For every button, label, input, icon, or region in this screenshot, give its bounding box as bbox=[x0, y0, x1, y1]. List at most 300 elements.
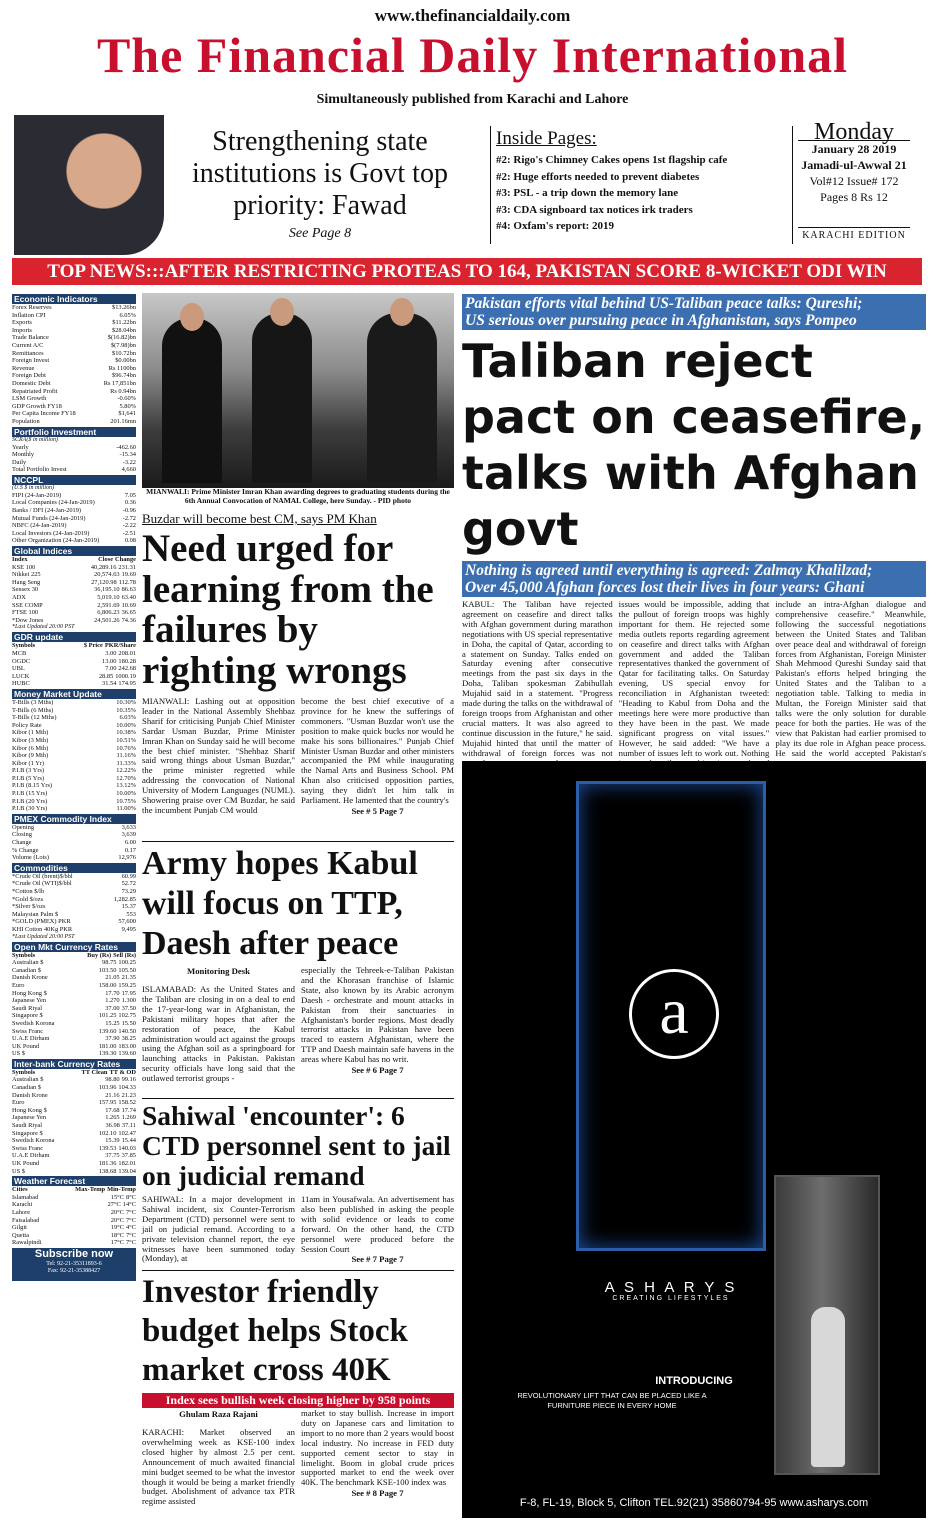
sidebar-cell: 6,806.23 bbox=[97, 609, 120, 617]
sidebar-row bbox=[12, 380, 136, 388]
sidebar-cell: % Change bbox=[12, 846, 39, 854]
sidebar-cell: 17.70 bbox=[105, 989, 120, 997]
subhead-line: US serious over pursuing peace in Afghanistan, says Pompeo bbox=[465, 312, 857, 329]
sidebar-cell: 38.25 bbox=[121, 1035, 136, 1043]
sidebar-cell: 7.00 bbox=[105, 665, 117, 673]
sidebar-cell: 10.69 bbox=[121, 601, 136, 609]
sidebar-row bbox=[12, 594, 136, 602]
story-army-hopes bbox=[142, 844, 454, 1084]
sidebar-cell: Daily bbox=[12, 458, 27, 466]
subhead-line: Over 45,000 Afghan forces lost their lives in four years: Ghani bbox=[465, 579, 865, 596]
sidebar-cell: Karachi bbox=[12, 1201, 33, 1209]
sidebar-row bbox=[12, 451, 136, 459]
sidebar-cell: 17°C bbox=[110, 1239, 124, 1247]
sidebar-row bbox=[12, 752, 136, 760]
sidebar-section-title: Money Market Update bbox=[12, 689, 136, 699]
masthead-title: The Financial Daily International bbox=[96, 27, 849, 83]
top-story-see-page: See Page 8 bbox=[288, 226, 352, 241]
story-sahiwal bbox=[142, 1101, 454, 1264]
sidebar-cell: 3,639 bbox=[121, 831, 136, 839]
sidebar-cell: Saudi Riyal bbox=[12, 1004, 42, 1012]
sidebar-cell: Rs 0.94bn bbox=[110, 387, 136, 395]
sidebar-cell: 86.63 bbox=[121, 586, 136, 594]
sidebar-cell: GDP Growth FY18 bbox=[12, 402, 62, 410]
sidebar-cell: 15.44 bbox=[121, 1137, 136, 1145]
sidebar-section-title: NCCPL bbox=[12, 475, 136, 485]
sidebar-cell: 139.04 bbox=[118, 1167, 136, 1175]
story-body: become the best chief executive of a province for he knew the sufferings of commoners. "Usman Buzdar won't use the position to make quick bucks nor would he make his sons billionaires." Punjab Chief Minister Usman Buzdar and other ministers accompanied the PM while inaugurating the Namal Arts and Business School. PM Khan also criticised opposition parties, saying they didn't let him talk in Parliament. He lamented that the country's bbox=[301, 696, 454, 806]
sidebar-row bbox=[12, 1122, 136, 1130]
sidebar-cell: Danish Krone bbox=[12, 1091, 48, 1099]
sidebar-note: *Last Updated 20:00 PST bbox=[12, 933, 75, 940]
sidebar-cell: 12,976 bbox=[118, 854, 136, 862]
sidebar-cell: 15.37 bbox=[121, 903, 136, 911]
sidebar-cell: 231.31 bbox=[118, 563, 136, 571]
sidebar-cell: Local Companies (24-Jan-2019) bbox=[12, 499, 95, 507]
sidebar-cell: T-Bills (12 Mths) bbox=[12, 714, 57, 722]
sidebar-cell: $(7.98)bn bbox=[110, 341, 136, 349]
sidebar-row bbox=[12, 737, 136, 745]
sidebar-cell: Quetta bbox=[12, 1231, 30, 1239]
ad-introducing: INTRODUCING bbox=[655, 1375, 733, 1387]
story-body: MIANWALI: Lashing out at opposition leader in the National Assembly Shehbaz Sharif for criticising Punjab Chief Minister Sardar Usman Buzdar, Prime Minister Imran Khan on Sunday said he will become the best chief minister. "Shehbaz Sharif said wrong things about Usman Buzdar," the prime minister regretted while addressing the convocation of National University of Modern Languages (NUML). Showering praise over CM Buzdar, he said the incumbent Punjab CM would bbox=[142, 696, 295, 815]
story-body: market to stay bullish. Increase in import duty on Japanese cars and limitation to import to no more than 2 years would boost local industry. No increase in FED duty supported cement sector to stay in limelight. Boom in global crude prices supported market to end the week over 40K. The benchmark KSE-100 index was bbox=[301, 1408, 454, 1488]
sidebar-table-header bbox=[12, 642, 136, 650]
story-body: ISLAMABAD: As the United States and the Taliban are closing in on a deal to end the 17-year-long war in Afghanistan, the Pakistani military hopes that after the restoration of peace, the Kabul administration would act against the groups using the Afghan soil as a springboard for launching attacks in Pakistan. Pakistan security officials have long said that the outlawed terrorist groups - bbox=[142, 984, 295, 1084]
sidebar-cell: 181.36 bbox=[98, 1160, 117, 1167]
inside-item[interactable]: #3: PSL - a trip down the memory lane bbox=[496, 187, 679, 199]
subscribe-tel: Tel: 92-21-35311893-6 bbox=[46, 1260, 102, 1267]
sidebar-cell: Lahore bbox=[12, 1208, 31, 1216]
sidebar-row bbox=[12, 515, 136, 523]
sidebar-cell: 138.68 bbox=[98, 1167, 117, 1175]
sidebar-cell: Canadian $ bbox=[12, 966, 41, 974]
sidebar-header-cell: Max-Temp bbox=[75, 1186, 106, 1194]
sidebar-row bbox=[12, 564, 136, 572]
sidebar-cell: Canadian $ bbox=[12, 1084, 41, 1092]
sidebar-cell: 6.00 bbox=[124, 839, 136, 847]
weekday: Monday bbox=[814, 119, 894, 145]
sidebar-cell: 6.05% bbox=[119, 311, 136, 319]
sidebar-row bbox=[12, 782, 136, 790]
sidebar-row bbox=[12, 1084, 136, 1092]
sidebar-cell: 74.36 bbox=[121, 616, 136, 624]
sidebar-cell: NBFC (24-Jan-2019) bbox=[12, 522, 67, 530]
sidebar-cell: P.I.B (15 Yrs) bbox=[12, 790, 48, 798]
subscribe-title: Subscribe now bbox=[34, 1247, 114, 1260]
sidebar-row bbox=[12, 911, 136, 919]
sidebar-cell: -3.22 bbox=[122, 458, 136, 466]
sidebar-cell: -2.51 bbox=[122, 529, 136, 537]
inside-item[interactable]: #3: CDA signboard tax notices irk traders bbox=[496, 203, 693, 216]
sidebar-row bbox=[12, 760, 136, 768]
sidebar-row bbox=[12, 854, 136, 862]
sidebar-cell: UBL bbox=[12, 665, 25, 673]
sidebar-row bbox=[12, 665, 136, 673]
sidebar-cell: 28.85 bbox=[98, 672, 114, 680]
sidebar-section-title: Commodities bbox=[12, 863, 136, 873]
divider bbox=[490, 126, 491, 244]
sidebar-cell: Gilgit bbox=[12, 1224, 27, 1232]
sidebar-row bbox=[12, 790, 136, 798]
sidebar-row bbox=[12, 824, 136, 832]
story-byline: Ghulam Raza Rajani bbox=[179, 1409, 258, 1419]
sidebar-row bbox=[12, 410, 136, 418]
sidebar-row bbox=[12, 982, 136, 990]
see-page-link[interactable]: See # 5 Page 7 bbox=[351, 805, 404, 816]
sidebar-row bbox=[12, 579, 136, 587]
graduate-figure bbox=[162, 318, 222, 483]
sidebar-cell: Swiss Franc bbox=[12, 1027, 44, 1035]
sidebar-cell: 183.00 bbox=[118, 1042, 136, 1050]
sidebar-row bbox=[12, 319, 136, 327]
sidebar-section-title: PMEX Commodity Index bbox=[12, 814, 136, 824]
sidebar-row bbox=[12, 974, 136, 982]
sidebar-cell: 8°C bbox=[125, 1193, 136, 1201]
sidebar-cell: Remittances bbox=[12, 349, 44, 357]
sidebar-cell: 73.29 bbox=[121, 888, 136, 895]
see-page-link[interactable]: See # 7 Page 7 bbox=[351, 1254, 404, 1265]
sidebar-cell: 52.72 bbox=[121, 880, 136, 888]
sidebar-row bbox=[12, 395, 136, 403]
sidebar-cell: Local Investors (24-Jan-2019) bbox=[12, 529, 90, 537]
sidebar-cell: 105.50 bbox=[118, 966, 136, 974]
sidebar-row bbox=[12, 873, 136, 881]
sidebar-cell: *Dow Jones bbox=[12, 616, 44, 624]
sidebar-cell: FIPI (24-Jan-2019) bbox=[12, 491, 62, 499]
sidebar-header-cell: Symbols bbox=[12, 951, 36, 959]
sidebar-cell: US $ bbox=[12, 1167, 25, 1175]
sidebar-cell: Australian $ bbox=[12, 959, 44, 967]
sidebar-note: *Last Updated 20:00 PST bbox=[12, 624, 75, 631]
sidebar-cell: -462.60 bbox=[116, 443, 136, 451]
sidebar-row bbox=[12, 1152, 136, 1160]
sidebar-cell: $13.26bn bbox=[112, 304, 136, 311]
sidebar-cell: Hong Kong $ bbox=[12, 1106, 47, 1114]
inside-item[interactable]: #2: Huge efforts needed to prevent diabetes bbox=[496, 170, 700, 183]
sidebar-section-title: Global Indices bbox=[12, 546, 136, 556]
sidebar-cell: 13.00 bbox=[102, 657, 117, 665]
inside-item[interactable]: #4: Oxfam's report: 2019 bbox=[496, 220, 615, 232]
sidebar-cell: KSE 100 bbox=[12, 563, 36, 571]
sidebar-note: (U.S $ in million) bbox=[12, 484, 54, 491]
sidebar-cell: 27,120.98 bbox=[91, 578, 117, 586]
sidebar-cell: 17.68 bbox=[105, 1106, 120, 1114]
sidebar-cell: P.I.B (5 Yrs) bbox=[12, 774, 45, 782]
date-block bbox=[798, 119, 910, 205]
story-need-urged bbox=[142, 511, 454, 816]
sidebar-row bbox=[12, 1145, 136, 1153]
sidebar-cell: 1.300 bbox=[121, 997, 136, 1005]
sidebar-cell: *GOLD (PMEX) PKR bbox=[12, 918, 71, 926]
sidebar-cell: 181.00 bbox=[98, 1042, 117, 1050]
sidebar-cell: Repatriated Profit bbox=[12, 387, 58, 395]
sidebar-cell: 140.03 bbox=[118, 1144, 136, 1152]
sidebar-row bbox=[12, 388, 136, 396]
story-subhead-bar: Index sees bullish week closing higher by 958 points bbox=[142, 1393, 454, 1408]
lead-headline[interactable]: Taliban reject pact on ceasefire, talks with Afghan govt bbox=[462, 334, 926, 556]
market-sidebar bbox=[12, 293, 136, 1281]
sidebar-cell: Kibor (1 Yr) bbox=[12, 759, 45, 767]
sidebar-cell: Kibor (9 Mth) bbox=[12, 752, 49, 760]
subscribe-box[interactable] bbox=[12, 1248, 136, 1281]
sidebar-cell: Nikkei 225 bbox=[12, 571, 41, 579]
sidebar-cell: Hong Kong $ bbox=[12, 989, 47, 997]
sidebar-cell: Exports bbox=[12, 319, 32, 327]
sidebar-cell: 40,289.16 bbox=[90, 563, 117, 571]
top-news-ticker[interactable]: TOP NEWS:::AFTER RESTRICTING PROTEAS TO 164, PAKISTAN SCORE 8-WICKET ODI WIN bbox=[12, 258, 922, 285]
sidebar-cell: 0.17 bbox=[124, 846, 136, 854]
sidebar-cell: Other Organization (24-Jan-2019) bbox=[12, 537, 100, 545]
sidebar-cell: P.I.B (3 Yrs) bbox=[12, 767, 45, 775]
sidebar-row bbox=[12, 967, 136, 975]
sidebar-cell: Closing bbox=[12, 831, 32, 839]
sidebar-cell: FTSE 100 bbox=[12, 609, 39, 617]
blue-subhead bbox=[462, 294, 926, 330]
sidebar-cell: 3,633 bbox=[121, 823, 136, 831]
sidebar-cell: Volume (Lots) bbox=[12, 854, 49, 862]
sidebar-cell: 11.00% bbox=[116, 805, 136, 813]
sidebar-cell: 14°C bbox=[122, 1201, 136, 1209]
story-headline[interactable]: Sahiwal 'encounter': 6 CTD personnel sent to jail on judicial remand bbox=[142, 1100, 451, 1191]
sidebar-section-title: Open Mkt Currency Rates bbox=[12, 942, 136, 952]
sidebar-cell: Foreign Invest bbox=[12, 357, 50, 365]
sidebar-cell: 1.270 bbox=[105, 997, 120, 1005]
sidebar-cell: Swedish Korona bbox=[12, 1137, 55, 1145]
sidebar-cell: Change bbox=[12, 839, 32, 847]
sidebar-cell: 2,591.69 bbox=[97, 601, 120, 609]
story-taliban bbox=[462, 294, 926, 778]
sidebar-row bbox=[12, 1224, 136, 1232]
sidebar-cell: 10.51% bbox=[116, 736, 136, 744]
sidebar-cell: 21.23 bbox=[121, 1091, 136, 1099]
sidebar-cell: *Crude Oil (brent)$/bbl bbox=[12, 872, 73, 880]
sidebar-cell: 158.00 bbox=[98, 981, 117, 989]
sidebar-cell: -2.22 bbox=[122, 522, 136, 530]
sidebar-cell: Current A/C bbox=[12, 341, 44, 349]
sidebar-row bbox=[12, 304, 136, 312]
edition-label: KARACHI EDITION bbox=[798, 227, 910, 241]
story-body: include an intra-Afghan dialogue and comprehensive ceasefire." Meanwhile, following the successful negotiations between the United States and Taliban over peace deal and withdrawal of foreign forces from Afghanistan, Foreign Minister Shah Mehmood Qureshi Sunday said that Pakistan's efforts helped bringing the United States and the Taliban to a negotiation table. Talking to media in Multan, the Foreign Minister said that talks were the only solution for durable peace for both the parties. He was of the view that Pakistan had earlier promised to play its due role in Afghan peace process. He said the world accepted Pakistan's bbox=[775, 599, 927, 758]
sidebar-cell: 36.98 bbox=[105, 1122, 120, 1130]
sidebar-cell: 104.33 bbox=[118, 1084, 136, 1092]
sidebar-cell: T-Bills (3 Mths) bbox=[12, 698, 54, 706]
inside-pages bbox=[496, 128, 786, 235]
sidebar-cell: 19°C bbox=[110, 1224, 124, 1232]
sidebar-cell: 174.95 bbox=[118, 680, 136, 688]
official-figure bbox=[367, 313, 437, 483]
pages-price: Pages 8 Rs 12 bbox=[820, 190, 888, 204]
sidebar-section-title: Economic Indicators bbox=[12, 294, 136, 304]
asharys-advertisement[interactable] bbox=[462, 761, 926, 1518]
story-headline[interactable]: Army hopes Kabul will focus on TTP, Daesh after peace bbox=[142, 845, 418, 962]
story-body: issues would be impossible, adding that the pullout of foreign troops was highly important for them. He rejected some media outlets reports regarding agreement on ceasefire and direct talks with Afghan government and added the Taliban representatives thanked the government of Qatar for facilitating talks. On Saturday evening, US special envoy for reconciliation in Afghanistan tweeted: "Heading to Kabul from Doha and the meetings here were more productive than they have been in the past. We made significant progress on vital issues." However, he said added: "We have a number of issues left to work out. Nothing bbox=[618, 599, 770, 758]
sidebar-row bbox=[12, 745, 136, 753]
sidebar-row bbox=[12, 839, 136, 847]
sidebar-row bbox=[12, 767, 136, 775]
sidebar-cell: 37.50 bbox=[121, 1004, 136, 1012]
sidebar-row bbox=[12, 1012, 136, 1020]
sidebar-row bbox=[12, 729, 136, 737]
sidebar-cell: 7.05 bbox=[124, 491, 136, 499]
sidebar-cell: P.I.B (20 Yrs) bbox=[12, 797, 48, 805]
sidebar-cell: 21.35 bbox=[121, 974, 136, 982]
story-body: KABUL: The Taliban have rejected agreement on ceasefire and direct talks with Afghan government during marathon negotiations with US special representative in Doha, the capital of Qatar, according to a statement on Sunday. Talks ended on Saturday evening after consecutive meetings from the past six days in the Doha, Taliban spokesman Zabihullah Mujahid said in a statement. "Progress made during the talks on the withdrawal of foreign troops from Afghanistan and other crucial matters. It was also agreed to continue discussion in the future," he said. Mujahid hinted that until the matter of withdrawal of foreign forces was not bbox=[462, 599, 613, 758]
sidebar-row bbox=[12, 805, 136, 813]
sidebar-cell: 15.25 bbox=[105, 1019, 120, 1027]
volume-issue: Vol#12 Issue# 172 bbox=[809, 174, 899, 188]
sidebar-row bbox=[12, 798, 136, 806]
sidebar-cell: Per Capita Income FY18 bbox=[12, 410, 76, 418]
sidebar-cell: 21.16 bbox=[105, 1091, 120, 1099]
ad-address[interactable]: F-8, FL-19, Block 5, Clifton TEL.92(21) 35860794-95 www.asharys.com bbox=[519, 1497, 869, 1509]
sidebar-cell: Banks / DFI (24-Jan-2019) bbox=[12, 507, 82, 515]
sidebar-section-title: Inter-bank Currency Rates bbox=[12, 1059, 136, 1069]
sidebar-row bbox=[12, 714, 136, 722]
story-headline[interactable]: Need urged for learning from the failures by righting wrongs bbox=[142, 527, 434, 692]
sidebar-cell: 10.35% bbox=[116, 706, 136, 714]
sidebar-cell: *Gold $/ozs bbox=[12, 895, 44, 903]
sidebar-row bbox=[12, 1217, 136, 1225]
sidebar-row bbox=[12, 847, 136, 855]
sidebar-cell: ADX bbox=[12, 594, 26, 601]
sidebar-row bbox=[12, 312, 136, 320]
sidebar-row bbox=[12, 499, 136, 507]
sidebar-cell: *Cotton $/lb bbox=[12, 888, 45, 895]
sidebar-cell: 15.50 bbox=[121, 1019, 136, 1027]
sidebar-row bbox=[12, 530, 136, 538]
sidebar-row bbox=[12, 673, 136, 681]
sidebar-row bbox=[12, 507, 136, 515]
sidebar-cell: -0.96 bbox=[122, 507, 136, 515]
sidebar-row bbox=[12, 334, 136, 342]
sidebar-row bbox=[12, 1099, 136, 1107]
sidebar-row bbox=[12, 492, 136, 500]
sidebar-row bbox=[12, 617, 136, 625]
sidebar-cell: Rs 1100bn bbox=[108, 364, 136, 372]
inside-item[interactable]: #2: Rigo's Chimney Cakes opens 1st flagship cafe bbox=[496, 154, 728, 166]
sidebar-section-title: Weather Forecast bbox=[12, 1176, 136, 1186]
sidebar-cell: Saudi Riyal bbox=[12, 1122, 42, 1130]
sidebar-cell: -0.60% bbox=[117, 395, 136, 403]
sidebar-cell: Foreign Debt bbox=[12, 372, 46, 380]
story-kicker: Buzdar will become best CM, says PM Khan bbox=[142, 511, 377, 526]
pm-face bbox=[270, 298, 294, 326]
sidebar-row bbox=[12, 1232, 136, 1240]
sidebar-row bbox=[12, 699, 136, 707]
sidebar-cell: 15.39 bbox=[105, 1137, 120, 1145]
sidebar-header-cell: Close bbox=[98, 556, 114, 564]
sidebar-cell: Singapore $ bbox=[12, 1129, 43, 1137]
sidebar-table-header bbox=[12, 1186, 136, 1194]
sidebar-row bbox=[12, 903, 136, 911]
sidebar-table-header bbox=[12, 556, 136, 564]
sidebar-cell: 242.68 bbox=[118, 665, 136, 673]
see-page-link[interactable]: See # 8 Page 7 bbox=[351, 1488, 404, 1499]
sidebar-row bbox=[12, 327, 136, 335]
sidebar-row bbox=[12, 365, 136, 373]
story-investor-budget bbox=[142, 1273, 454, 1507]
sidebar-cell: 1,282.85 bbox=[113, 895, 136, 903]
sidebar-cell: 5.80% bbox=[119, 402, 136, 410]
ad-brand: A S H A R Y S bbox=[604, 1279, 738, 1296]
sidebar-row bbox=[12, 1076, 136, 1084]
sidebar-row bbox=[12, 1107, 136, 1115]
sidebar-cell: Population bbox=[12, 417, 40, 425]
sidebar-cell: P.I.B (30 Yrs) bbox=[12, 805, 48, 813]
sidebar-cell: *Silver $/ozs bbox=[12, 903, 46, 911]
sidebar-row bbox=[12, 403, 136, 411]
sidebar-cell: 4,660 bbox=[121, 466, 136, 474]
sidebar-cell: 103.50 bbox=[98, 966, 117, 974]
sidebar-row bbox=[12, 350, 136, 358]
sidebar-cell: OGDC bbox=[12, 657, 31, 665]
sidebar-row bbox=[12, 602, 136, 610]
sidebar-row bbox=[12, 1137, 136, 1145]
story-headline[interactable]: Investor friendly budget helps Stock market cross 40K bbox=[142, 1274, 408, 1388]
sidebar-cell: 10.75% bbox=[116, 797, 136, 805]
fawad-photo bbox=[14, 115, 164, 255]
sidebar-cell: 103.96 bbox=[98, 1084, 117, 1092]
see-page-link[interactable]: See # 6 Page 7 bbox=[351, 1065, 404, 1076]
sidebar-row bbox=[12, 959, 136, 967]
sidebar-cell: Forex Reserves bbox=[12, 304, 52, 311]
sidebar-cell: Swiss Franc bbox=[12, 1144, 44, 1152]
sidebar-cell: Revenue bbox=[12, 364, 35, 372]
sidebar-row bbox=[12, 1028, 136, 1036]
sidebar-cell: US $ bbox=[12, 1050, 25, 1058]
sidebar-row bbox=[12, 658, 136, 666]
sidebar-cell: 139.60 bbox=[98, 1027, 117, 1035]
sidebar-cell: 159.25 bbox=[118, 981, 136, 989]
sidebar-cell: 10.30% bbox=[116, 698, 136, 706]
asharys-logo: a bbox=[629, 969, 719, 1059]
sidebar-row bbox=[12, 1130, 136, 1138]
sidebar-cell: 139.30 bbox=[98, 1050, 117, 1058]
gregorian-date: January 28 2019 bbox=[798, 140, 910, 157]
sidebar-row bbox=[12, 1050, 136, 1058]
sidebar-cell: 31.54 bbox=[102, 680, 117, 688]
sidebar-row bbox=[12, 357, 136, 365]
sidebar-cell: 99.16 bbox=[121, 1076, 136, 1084]
sidebar-row bbox=[12, 722, 136, 730]
sidebar-cell: Kibor (6 Mth) bbox=[12, 744, 49, 752]
sidebar-row bbox=[12, 1194, 136, 1202]
sidebar-cell: 112.78 bbox=[118, 578, 136, 586]
sidebar-table-header bbox=[12, 1069, 136, 1077]
sidebar-cell: 1.269 bbox=[121, 1114, 136, 1122]
sidebar-cell: Japanese Yen bbox=[12, 997, 47, 1005]
sidebar-row bbox=[12, 990, 136, 998]
sidebar-cell: Hang Seng bbox=[12, 578, 41, 586]
sidebar-cell: 19.69 bbox=[121, 571, 136, 579]
sidebar-cell: Faisalabad bbox=[12, 1216, 40, 1224]
sidebar-row bbox=[12, 459, 136, 467]
sidebar-row bbox=[12, 707, 136, 715]
subhead-line: Nothing is agreed until everything is agreed: Zalmay Khalilzad; bbox=[465, 562, 873, 579]
sidebar-cell: 101.25 bbox=[98, 1012, 117, 1020]
sidebar-cell: 102.75 bbox=[118, 1012, 136, 1020]
sidebar-cell: 7°C bbox=[125, 1231, 136, 1239]
sidebar-header-cell: Change bbox=[115, 556, 136, 564]
sidebar-cell: Domestic Debt bbox=[12, 379, 51, 387]
sidebar-cell: 4°C bbox=[125, 1224, 136, 1232]
sidebar-cell: 60.99 bbox=[121, 872, 136, 880]
sidebar-cell: 100.25 bbox=[118, 959, 136, 967]
ad-line: REVOLUTIONARY LIFT THAT CAN BE PLACED LIKE A bbox=[517, 1391, 707, 1400]
sidebar-cell: LUCK bbox=[12, 672, 30, 680]
sidebar-cell: 12.70% bbox=[116, 774, 136, 782]
